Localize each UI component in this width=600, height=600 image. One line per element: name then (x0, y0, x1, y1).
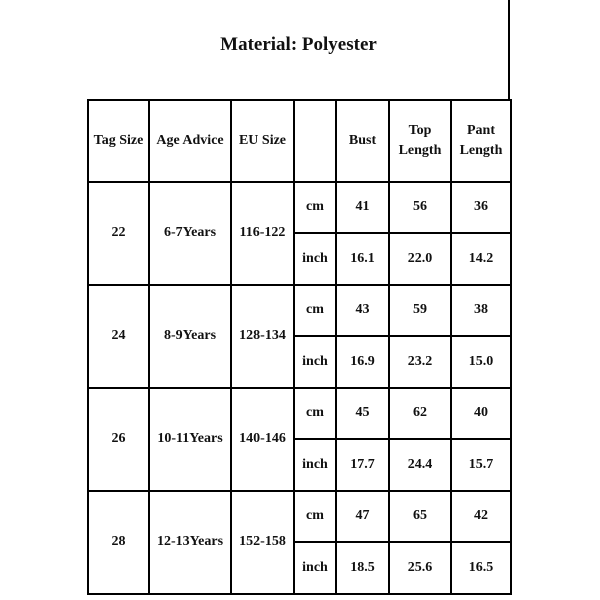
bust-inch-cell: 16.9 (336, 336, 389, 388)
bust-cm-cell: 41 (336, 182, 389, 233)
age-advice-cell: 12-13Years (149, 491, 231, 594)
table-row (88, 388, 511, 439)
pant-length-inch-cell: 15.0 (451, 336, 511, 388)
table-row (88, 182, 511, 233)
header-unit (294, 100, 336, 182)
bust-cm-cell: 45 (336, 388, 389, 439)
age-advice-cell: 6-7Years (149, 182, 231, 285)
header-bust: Bust (336, 100, 389, 182)
pant-length-cm-cell: 42 (451, 491, 511, 542)
outer-border-line (508, 0, 510, 101)
pant-length-inch-cell: 15.7 (451, 439, 511, 491)
bust-cm-cell: 43 (336, 285, 389, 336)
pant-length-inch-cell: 16.5 (451, 542, 511, 594)
unit-cell-cm: cm (294, 491, 336, 542)
top-length-inch-cell: 23.2 (389, 336, 451, 388)
header-top-length: Top Length (389, 100, 451, 182)
top-length-inch-cell: 22.0 (389, 233, 451, 285)
unit-cell-inch: inch (294, 336, 336, 388)
unit-cell-inch: inch (294, 542, 336, 594)
age-advice-cell: 8-9Years (149, 285, 231, 388)
header-age-advice: Age Advice (149, 100, 231, 182)
unit-cell-cm: cm (294, 388, 336, 439)
top-length-cm-cell: 65 (389, 491, 451, 542)
top-length-cm-cell: 56 (389, 182, 451, 233)
top-length-inch-cell: 25.6 (389, 542, 451, 594)
bust-cm-cell: 47 (336, 491, 389, 542)
eu-size-cell: 152-158 (231, 491, 294, 594)
bust-inch-cell: 17.7 (336, 439, 389, 491)
eu-size-cell: 140-146 (231, 388, 294, 491)
header-pant-length: Pant Length (451, 100, 511, 182)
bust-inch-cell: 18.5 (336, 542, 389, 594)
unit-cell-inch: inch (294, 233, 336, 285)
age-advice-cell: 10-11Years (149, 388, 231, 491)
table-row (88, 491, 511, 542)
pant-length-cm-cell: 38 (451, 285, 511, 336)
unit-cell-inch: inch (294, 439, 336, 491)
table-row (88, 285, 511, 336)
tag-size-cell: 24 (88, 285, 149, 388)
tag-size-cell: 22 (88, 182, 149, 285)
pant-length-cm-cell: 40 (451, 388, 511, 439)
eu-size-cell: 116-122 (231, 182, 294, 285)
top-length-inch-cell: 24.4 (389, 439, 451, 491)
top-length-cm-cell: 62 (389, 388, 451, 439)
size-table (87, 99, 512, 595)
unit-cell-cm: cm (294, 285, 336, 336)
header-tag-size: Tag Size (88, 100, 149, 182)
unit-cell-cm: cm (294, 182, 336, 233)
top-length-cm-cell: 59 (389, 285, 451, 336)
tag-size-cell: 26 (88, 388, 149, 491)
material-title: Material: Polyester (220, 34, 377, 55)
pant-length-inch-cell: 14.2 (451, 233, 511, 285)
header-eu-size: EU Size (231, 100, 294, 182)
eu-size-cell: 128-134 (231, 285, 294, 388)
table-header-row (88, 100, 511, 182)
pant-length-cm-cell: 36 (451, 182, 511, 233)
tag-size-cell: 28 (88, 491, 149, 594)
bust-inch-cell: 16.1 (336, 233, 389, 285)
